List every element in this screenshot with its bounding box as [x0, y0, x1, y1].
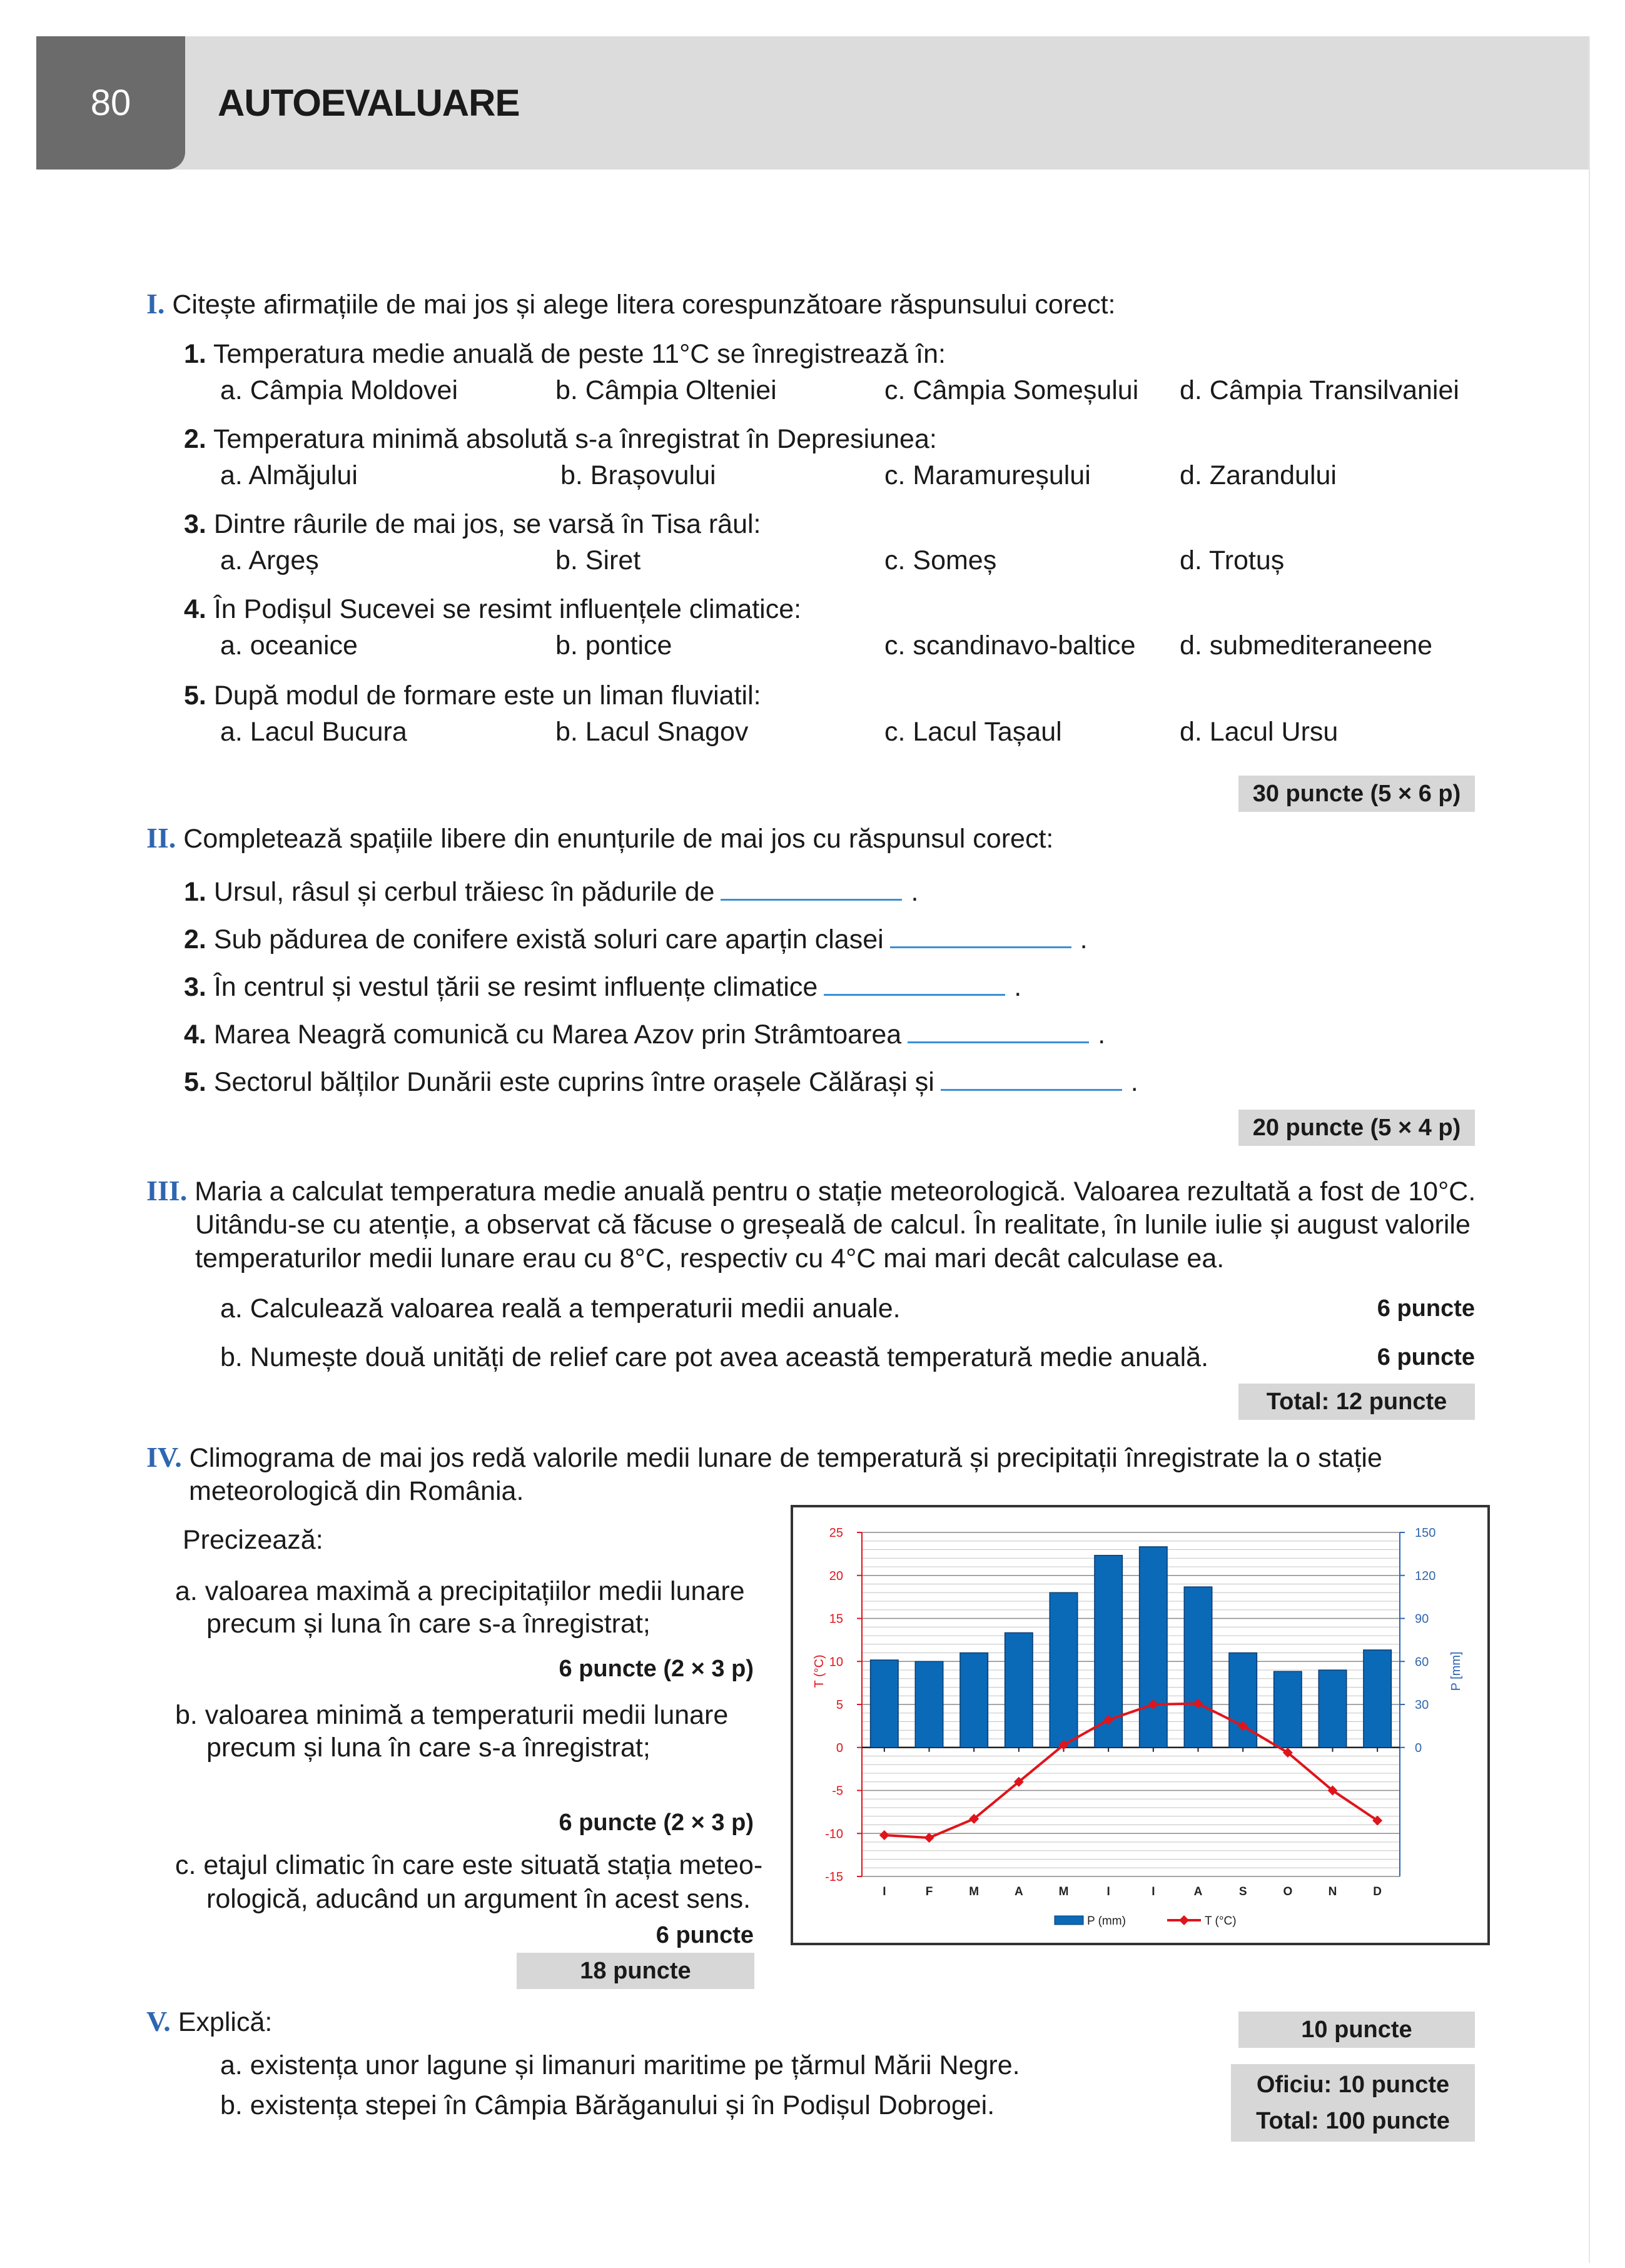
section-3-task-a-points: 6 puncte [1377, 1295, 1475, 1322]
x-tick-label: D [1373, 1885, 1382, 1898]
x-tick-label: A [1014, 1885, 1023, 1898]
fill-in-item-5 [184, 1066, 1138, 1098]
section-1-score: 30 puncte (5 × 6 p) [1238, 776, 1475, 812]
x-tick-label: A [1193, 1885, 1203, 1898]
section-4-line-2: meteorologică din România. [189, 1476, 524, 1506]
left-axis-title: T (°C) [812, 1654, 826, 1688]
section-4-task-b-line-1: b. valoarea minimă a temperaturii medii lunare [175, 1700, 729, 1730]
section-4-task-a-line-1: a. valoarea maximă a precipitațiilor medii lunare [175, 1576, 745, 1606]
section-2-score: 20 puncte (5 × 4 p) [1238, 1110, 1475, 1146]
section-3-task-b-points: 6 puncte [1377, 1344, 1475, 1370]
precipitation-bar [1229, 1653, 1257, 1748]
section-2-number: II. [146, 822, 176, 854]
item-text: În centrul și vestul țării se resimt influențe climatice [213, 972, 818, 1002]
end-period: . [1080, 924, 1088, 954]
section-5-instruction: Explică: [178, 2007, 273, 2037]
end-period: . [1130, 1067, 1138, 1097]
item-number: 4. [184, 1020, 206, 1050]
section-3-total: Total: 12 puncte [1238, 1384, 1475, 1420]
answer-option[interactable]: c. Someș [884, 545, 997, 575]
answer-option[interactable]: d. Lacul Ursu [1180, 717, 1339, 747]
section-4-task-a-line-2: precum și luna în care s-a înregistrat; [206, 1609, 651, 1639]
oficiu-points: Oficiu: 10 puncte [1256, 2072, 1450, 2098]
section-4-task-c-points: 6 puncte [656, 1922, 754, 1948]
answer-option[interactable]: a. Almăjului [220, 460, 358, 490]
x-tick-label: F [925, 1885, 933, 1898]
right-tick-label: 0 [1415, 1741, 1422, 1755]
left-tick-label: 0 [836, 1741, 843, 1755]
answer-blank[interactable] [824, 971, 1005, 996]
question-text: În Podișul Sucevei se resimt influențele climatice: [213, 594, 802, 624]
item-number: 1. [184, 877, 206, 907]
left-tick-label: 15 [829, 1612, 843, 1626]
answer-blank[interactable] [941, 1066, 1122, 1091]
x-tick-label: I [1152, 1885, 1155, 1898]
item-text: Sectorul bălților Dunării este cuprins între orașele Călărași și [213, 1067, 934, 1097]
section-5-number: V. [146, 2005, 171, 2037]
x-tick-label: I [883, 1885, 886, 1898]
section-1-heading [146, 288, 1115, 321]
answer-option[interactable]: b. Câmpia Olteniei [555, 375, 777, 405]
question-text: După modul de formare este un liman fluviatil: [213, 681, 761, 711]
end-period: . [1098, 1020, 1106, 1050]
total-points: Total: 100 puncte [1256, 2108, 1450, 2134]
answer-option[interactable]: b. Siret [555, 545, 641, 575]
climograph-svg [793, 1507, 1487, 1943]
precipitation-bar [1050, 1592, 1077, 1748]
end-period: . [1014, 972, 1022, 1002]
precipitation-bar [1274, 1671, 1302, 1747]
question-number: 5. [184, 681, 206, 711]
answer-blank[interactable] [890, 924, 1071, 948]
question-text: Temperatura medie anuală de peste 11°C se înregistrează în: [213, 339, 946, 369]
page-title: AUTOEVALUARE [218, 82, 520, 124]
left-tick-label: 10 [829, 1655, 843, 1669]
item-number: 5. [184, 1067, 206, 1097]
section-3-number: III. [146, 1175, 188, 1207]
answer-option[interactable]: b. Lacul Snagov [555, 717, 749, 747]
answer-option[interactable]: a. Câmpia Moldovei [220, 375, 458, 405]
x-tick-label: N [1328, 1885, 1337, 1898]
question-5 [184, 679, 761, 712]
section-4-task-a-points: 6 puncte (2 × 3 p) [559, 1656, 754, 1682]
x-tick-label: S [1238, 1885, 1247, 1898]
question-number: 4. [184, 594, 206, 624]
answer-option[interactable]: d. Zarandului [1180, 460, 1337, 490]
section-4-task-c-line-2: rologică, aducând un argument în acest sens. [206, 1884, 751, 1914]
precipitation-bar [1364, 1650, 1391, 1748]
legend-temp-label: T (°C) [1205, 1915, 1237, 1928]
x-tick-label: I [1106, 1885, 1110, 1898]
question-3 [184, 508, 761, 540]
section-4-number: IV. [146, 1441, 182, 1473]
right-axis-title: P [mm] [1449, 1651, 1463, 1691]
item-number: 3. [184, 972, 206, 1002]
section-4-precizeaza: Precizează: [183, 1525, 323, 1555]
section-5-score: 10 puncte [1238, 2012, 1475, 2048]
answer-option[interactable]: c. Câmpia Someșului [884, 375, 1139, 405]
question-text: Temperatura minimă absolută s-a înregistrat în Depresiunea: [213, 424, 937, 454]
answer-option[interactable]: d. submediteraneene [1180, 630, 1433, 661]
page-edge-line [1589, 36, 1590, 2263]
right-tick-label: 30 [1415, 1698, 1429, 1712]
answer-option[interactable]: b. Brașovului [560, 460, 716, 490]
answer-option[interactable]: d. Trotuș [1180, 545, 1285, 575]
section-3-task-a: a. Calculează valoarea reală a temperaturii medii anuale. [220, 1293, 901, 1324]
section-5-heading [146, 2005, 272, 2038]
answer-option[interactable]: a. Lacul Bucura [220, 717, 407, 747]
section-4-task-b-points: 6 puncte (2 × 3 p) [559, 1810, 754, 1836]
precipitation-bar [1005, 1633, 1033, 1747]
section-2-heading [146, 822, 1053, 855]
right-tick-label: 60 [1415, 1655, 1429, 1669]
precipitation-bar [915, 1661, 943, 1748]
climograph-chart [791, 1505, 1490, 1945]
x-tick-label: O [1283, 1885, 1293, 1898]
legend-temp-marker [1179, 1915, 1189, 1925]
answer-option[interactable]: c. Lacul Tașaul [884, 717, 1062, 747]
section-1-instruction: Citește afirmațiile de mai jos și alege litera corespunzătoare răspunsului corect: [172, 290, 1116, 320]
answer-option[interactable]: c. scandinavo-baltice [884, 630, 1136, 661]
page-number: 80 [90, 83, 131, 123]
right-tick-label: 90 [1415, 1612, 1429, 1626]
left-tick-label: 20 [829, 1569, 843, 1583]
section-3-line-2: Uitându-se cu atenție, a observat că făcuse o greșeală de calcul. În realitate, în lunile iulie și august valorile [195, 1210, 1471, 1240]
question-number: 2. [184, 424, 206, 454]
precipitation-bar [1319, 1670, 1346, 1748]
legend-precip-swatch [1055, 1916, 1083, 1925]
section-4-total: 18 puncte [517, 1953, 754, 1989]
section-4-task-b-line-2: precum și luna în care s-a înregistrat; [206, 1733, 651, 1763]
right-tick-label: 150 [1415, 1526, 1436, 1540]
question-1 [184, 338, 946, 370]
left-tick-label: -5 [832, 1784, 843, 1798]
answer-option[interactable]: b. pontice [555, 630, 672, 661]
item-text: Ursul, râsul și cerbul trăiesc în pădurile de [213, 877, 715, 907]
section-3-task-b: b. Numește două unități de relief care pot avea această temperatură medie anuală. [220, 1342, 1209, 1372]
question-number: 3. [184, 509, 206, 539]
answer-option[interactable]: a. oceanice [220, 630, 358, 661]
section-5-task-a: a. existența unor lagune și limanuri maritime pe țărmul Mării Negre. [220, 2050, 1020, 2080]
section-3-line-1: III. Maria a calculat temperatura medie anuală pentru o stație meteorologică. Valoarea rezultată a fost de 10°C. [146, 1175, 1476, 1207]
fill-in-item-3 [184, 971, 1021, 1003]
answer-option[interactable]: a. Argeș [220, 545, 319, 575]
answer-blank[interactable] [721, 876, 902, 901]
legend-precip-label: P (mm) [1087, 1915, 1126, 1928]
precipitation-bar [1184, 1587, 1212, 1748]
final-score-box [1231, 2064, 1475, 2142]
fill-in-item-4 [184, 1018, 1105, 1051]
section-4-line-1: IV. Climograma de mai jos redă valorile medii lunare de temperatură și precipitații înregistrate la o stație [146, 1441, 1382, 1473]
precipitation-bar [960, 1653, 988, 1748]
precipitation-bar [871, 1660, 898, 1748]
section-2-instruction: Completează spațiile libere din enunțurile de mai jos cu răspunsul corect: [183, 824, 1054, 854]
question-number: 1. [184, 339, 206, 369]
answer-option[interactable]: d. Câmpia Transilvaniei [1180, 375, 1459, 405]
section-4-task-c-line-1: c. etajul climatic în care este situată stația meteo- [175, 1850, 763, 1880]
answer-option[interactable]: c. Maramureșului [884, 460, 1091, 490]
question-4 [184, 593, 801, 625]
fill-in-item-2 [184, 923, 1088, 956]
section-1-number: I. [146, 288, 165, 320]
left-tick-label: -10 [825, 1827, 843, 1841]
precipitation-bar [1140, 1547, 1167, 1748]
item-number: 2. [184, 924, 206, 954]
x-tick-label: M [969, 1885, 980, 1898]
left-tick-label: 25 [829, 1526, 843, 1540]
answer-blank[interactable] [908, 1019, 1089, 1043]
right-tick-label: 120 [1415, 1569, 1436, 1583]
section-5-task-b: b. existența stepei în Câmpia Bărăganului și în Podișul Dobrogei. [220, 2090, 995, 2120]
item-text: Sub pădurea de conifere există soluri care aparțin clasei [213, 924, 884, 954]
question-2 [184, 423, 937, 455]
question-text: Dintre râurile de mai jos, se varsă în Tisa râul: [213, 509, 761, 539]
x-tick-label: M [1058, 1885, 1069, 1898]
left-tick-label: -15 [825, 1870, 843, 1884]
fill-in-item-1 [184, 876, 918, 908]
end-period: . [911, 877, 919, 907]
item-text: Marea Neagră comunică cu Marea Azov prin Strâmtoarea [213, 1020, 902, 1050]
left-tick-label: 5 [836, 1698, 843, 1712]
section-3-line-3: temperaturilor medii lunare erau cu 8°C, respectiv cu 4°C mai mari decât calculase ea. [195, 1243, 1225, 1273]
